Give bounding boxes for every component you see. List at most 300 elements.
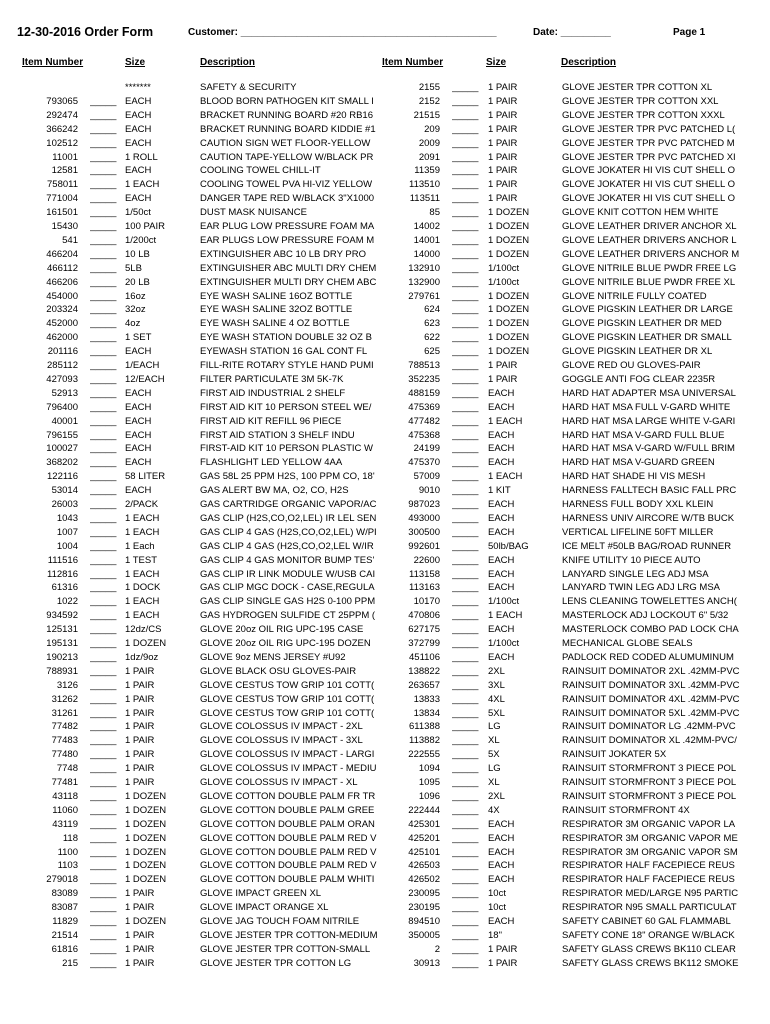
quantity-blank[interactable]: _____ <box>452 916 479 927</box>
quantity-blank[interactable]: _____ <box>452 151 479 163</box>
item-size: EACH <box>125 401 152 413</box>
item-number: 11001 <box>52 151 78 163</box>
table-row <box>0 790 770 804</box>
item-size: EACH <box>125 109 152 121</box>
quantity-blank[interactable]: _____ <box>452 221 479 232</box>
item-number: 352235 <box>408 373 440 385</box>
item-number: 425301 <box>408 818 440 830</box>
quantity-blank[interactable]: _____ <box>452 874 479 886</box>
quantity-blank[interactable]: _____ <box>452 179 479 191</box>
item-description: GLOVE JESTER TPR COTTON-MEDIUM <box>200 929 378 941</box>
quantity-blank[interactable]: _____ <box>452 276 479 288</box>
item-size: 1/50ct <box>125 207 151 219</box>
quantity-blank[interactable]: _____ <box>452 804 479 816</box>
item-description: GAS CLIP IR LINK MODULE W/USB CAI <box>200 568 376 580</box>
item-description: FIRST AID KIT 10 PERSON STEEL WE/ <box>200 401 372 413</box>
table-row <box>0 415 770 429</box>
quantity-blank[interactable]: _____ <box>452 777 479 788</box>
item-size: 1 EACH <box>125 596 160 608</box>
quantity-blank[interactable]: _____ <box>452 568 479 580</box>
item-size: 5XL <box>488 707 505 719</box>
quantity-blank[interactable]: _____ <box>90 526 117 538</box>
item-description: LANYARD SINGLE LEG ADJ MSA <box>562 568 709 580</box>
item-number: 31262 <box>51 693 78 705</box>
quantity-blank[interactable]: _____ <box>90 874 117 886</box>
item-number: 477482 <box>408 415 440 427</box>
item-description: FIRST AID INDUSTRIAL 2 SHELF <box>200 387 346 399</box>
table-row <box>0 637 770 651</box>
item-description: GLOVE CESTUS TOW GRIP 101 COTT( <box>200 707 375 719</box>
table-row <box>0 665 770 679</box>
table-row <box>0 859 770 873</box>
item-size: 1/100ct <box>488 596 520 608</box>
quantity-blank[interactable]: _____ <box>90 512 117 524</box>
quantity-blank[interactable]: _____ <box>452 137 479 149</box>
quantity-blank[interactable]: _____ <box>452 902 479 914</box>
quantity-blank[interactable]: _____ <box>90 707 117 719</box>
item-size: ******* <box>125 82 151 93</box>
quantity-blank[interactable]: _____ <box>452 763 479 775</box>
item-description: RESPIRATOR 3M ORGANIC VAPOR SM <box>562 846 738 858</box>
item-size: EACH <box>488 846 515 858</box>
item-number: 21514 <box>51 929 78 941</box>
item-description: GLOVE COTTON DOUBLE PALM WHITI <box>200 874 375 886</box>
quantity-blank[interactable]: _____ <box>452 749 479 761</box>
quantity-blank[interactable]: _____ <box>90 346 117 358</box>
item-number: 796155 <box>46 429 78 441</box>
item-description: RESPIRATOR HALF FACEPIECE REUS <box>562 874 735 886</box>
quantity-blank[interactable]: _____ <box>452 248 479 260</box>
item-size: 1 PAIR <box>125 929 155 941</box>
quantity-blank[interactable]: _____ <box>90 193 117 205</box>
quantity-blank[interactable]: _____ <box>452 943 479 955</box>
quantity-blank[interactable]: _____ <box>452 485 479 497</box>
item-size: EACH <box>488 443 515 455</box>
quantity-blank[interactable]: _____ <box>452 318 479 330</box>
quantity-blank[interactable]: _____ <box>90 957 117 969</box>
quantity-blank[interactable]: _____ <box>90 902 117 914</box>
item-description: HARD HAT MSA V-GARD FULL BLUE <box>562 429 725 441</box>
item-size: 1 EACH <box>125 512 160 524</box>
quantity-blank[interactable]: _____ <box>452 526 479 538</box>
quantity-blank[interactable]: _____ <box>452 832 479 844</box>
item-size: 1 EACH <box>125 179 160 191</box>
item-size: EACH <box>125 387 152 399</box>
item-number: 215 <box>62 957 78 969</box>
item-size: 1 PAIR <box>488 179 518 191</box>
quantity-blank[interactable]: _____ <box>452 304 479 316</box>
quantity-blank[interactable]: _____ <box>90 207 117 219</box>
item-description: RESPIRATOR 3M ORGANIC VAPOR LA <box>562 818 736 830</box>
item-number: 61816 <box>51 943 78 955</box>
item-size: EACH <box>488 526 515 538</box>
item-size: XL <box>488 777 500 788</box>
item-size: 10ct <box>488 888 506 900</box>
quantity-blank[interactable]: _____ <box>452 721 479 733</box>
quantity-blank[interactable]: _____ <box>90 804 117 816</box>
quantity-blank[interactable]: _____ <box>452 582 479 594</box>
item-number: 43119 <box>52 818 78 830</box>
quantity-blank[interactable]: _____ <box>90 943 117 955</box>
quantity-blank[interactable]: _____ <box>90 638 117 649</box>
item-description: GLOVE JESTER TPR COTTON XL <box>562 82 713 93</box>
item-number: 1022 <box>56 596 78 608</box>
item-number: 195131 <box>46 638 78 649</box>
item-description: FILL-RITE ROTARY STYLE HAND PUMI <box>200 360 374 371</box>
quantity-blank[interactable]: _____ <box>90 401 117 413</box>
item-number: 1043 <box>56 512 78 524</box>
quantity-blank[interactable]: _____ <box>90 832 117 844</box>
quantity-blank[interactable]: _____ <box>90 596 117 608</box>
quantity-blank[interactable]: _____ <box>452 360 479 371</box>
quantity-blank[interactable]: _____ <box>90 318 117 330</box>
quantity-blank[interactable]: _____ <box>90 651 117 663</box>
quantity-blank[interactable]: _____ <box>90 735 117 747</box>
quantity-blank[interactable]: _____ <box>452 957 479 969</box>
quantity-blank[interactable]: _____ <box>90 332 117 344</box>
quantity-blank[interactable]: _____ <box>90 540 117 552</box>
quantity-blank[interactable]: _____ <box>452 290 479 302</box>
quantity-blank[interactable]: _____ <box>90 679 117 691</box>
quantity-blank[interactable]: _____ <box>90 916 117 927</box>
quantity-blank[interactable]: _____ <box>90 721 117 733</box>
quantity-blank[interactable]: _____ <box>452 624 479 636</box>
table-row <box>0 81 770 95</box>
item-description: EAR PLUGS LOW PRESSURE FOAM M <box>200 234 375 246</box>
quantity-blank[interactable]: _____ <box>90 777 117 788</box>
quantity-blank[interactable]: _____ <box>452 123 479 135</box>
item-description: RAINSUIT STORMFRONT 3 PIECE POL <box>562 777 737 788</box>
quantity-blank[interactable]: _____ <box>452 512 479 524</box>
table-row <box>0 248 770 262</box>
item-number: 125131 <box>46 624 78 636</box>
quantity-blank[interactable]: _____ <box>90 582 117 594</box>
item-size: 4X <box>488 804 500 816</box>
item-size: 1 EACH <box>488 610 523 622</box>
item-description: FLASHLIGHT LED YELLOW 4AA <box>200 457 343 469</box>
quantity-blank[interactable]: _____ <box>452 332 479 344</box>
item-number: 12581 <box>51 165 78 177</box>
item-size: EACH <box>488 429 515 441</box>
item-number: 190213 <box>46 651 78 663</box>
item-description: RAINSUIT JOKATER 5X <box>562 749 667 761</box>
quantity-blank[interactable]: _____ <box>452 818 479 830</box>
item-number: 14002 <box>413 221 440 232</box>
table-row <box>0 345 770 359</box>
item-number: 475370 <box>408 457 440 469</box>
quantity-blank[interactable]: _____ <box>90 471 117 483</box>
item-number: 758011 <box>47 179 78 191</box>
quantity-blank[interactable]: _____ <box>452 610 479 622</box>
quantity-blank[interactable]: _____ <box>452 346 479 358</box>
table-row <box>0 651 770 665</box>
item-number: 113158 <box>409 568 440 580</box>
item-number: 2009 <box>418 137 440 149</box>
item-number: 209 <box>424 123 440 135</box>
quantity-blank[interactable]: _____ <box>90 624 117 636</box>
quantity-blank[interactable]: _____ <box>452 638 479 649</box>
quantity-blank[interactable]: _____ <box>90 485 117 497</box>
item-description: GLOVE COLOSSUS IV IMPACT - LARGI <box>200 749 375 761</box>
quantity-blank[interactable]: _____ <box>90 234 117 246</box>
item-number: 11829 <box>52 916 78 927</box>
quantity-blank[interactable]: _____ <box>452 373 479 385</box>
item-description: GLOVE COLOSSUS IV IMPACT - XL <box>200 777 358 788</box>
item-description: EYE WASH STATION DOUBLE 32 OZ B <box>200 332 372 344</box>
table-row <box>0 929 770 943</box>
quantity-blank[interactable]: _____ <box>90 790 117 802</box>
item-description: GLOVE JOKATER HI VIS CUT SHELL O <box>562 165 735 177</box>
item-number: 61316 <box>51 582 78 594</box>
quantity-blank[interactable]: _____ <box>90 749 117 761</box>
item-size: 1 PAIR <box>125 957 155 969</box>
quantity-blank[interactable]: _____ <box>90 929 117 941</box>
quantity-blank[interactable]: _____ <box>452 679 479 691</box>
quantity-blank[interactable]: _____ <box>452 651 479 663</box>
item-size: 1 PAIR <box>488 123 518 135</box>
quantity-blank[interactable]: _____ <box>90 818 117 830</box>
item-number: 31261 <box>51 707 78 719</box>
table-row <box>0 901 770 915</box>
quantity-blank[interactable]: _____ <box>90 109 117 121</box>
quantity-blank[interactable]: _____ <box>90 248 117 260</box>
quantity-blank[interactable]: _____ <box>90 123 117 135</box>
quantity-blank[interactable]: _____ <box>90 165 117 177</box>
item-size: 1 SET <box>125 332 152 344</box>
item-description: HARD HAT ADAPTER MSA UNIVERSAL <box>562 387 736 399</box>
quantity-blank[interactable]: _____ <box>452 554 479 566</box>
item-size: 1/100ct <box>488 638 520 649</box>
item-size: EACH <box>125 485 152 497</box>
quantity-blank[interactable]: _____ <box>452 193 479 205</box>
quantity-blank[interactable]: _____ <box>90 95 117 107</box>
item-number: 475369 <box>408 401 440 413</box>
quantity-blank[interactable]: _____ <box>452 165 479 177</box>
item-description: SAFETY CABINET 60 GAL FLAMMABL <box>562 916 731 927</box>
item-size: EACH <box>488 499 515 510</box>
item-description: FILTER PARTICULATE 3M 5K-7K <box>200 373 344 385</box>
table-row <box>0 679 770 693</box>
item-size: 1 PAIR <box>125 749 155 761</box>
quantity-blank[interactable]: _____ <box>90 457 117 469</box>
quantity-blank[interactable]: _____ <box>452 665 479 677</box>
item-size: EACH <box>125 346 152 358</box>
quantity-blank[interactable]: _____ <box>90 179 117 191</box>
quantity-blank[interactable]: _____ <box>90 888 117 900</box>
item-number: 102512 <box>46 137 78 149</box>
item-size: EACH <box>488 457 515 469</box>
item-size: 12dz/CS <box>125 624 162 636</box>
item-description: RAINSUIT STORMFRONT 3 PIECE POL <box>562 763 737 775</box>
item-description: FIRST AID KIT REFILL 96 PIECE <box>200 415 342 427</box>
quantity-blank[interactable]: _____ <box>90 610 117 622</box>
quantity-blank[interactable]: _____ <box>90 568 117 580</box>
quantity-blank[interactable]: _____ <box>90 373 117 385</box>
quantity-blank[interactable]: _____ <box>452 888 479 900</box>
item-number: 230095 <box>408 888 440 900</box>
item-number: 7748 <box>56 763 78 775</box>
item-description: MASTERLOCK ADJ LOCKOUT 6" 5/32 <box>562 610 729 622</box>
item-description: GLOVE PIGSKIN LEATHER DR XL <box>562 346 713 358</box>
quantity-blank[interactable]: _____ <box>90 221 117 232</box>
item-description: CAUTION SIGN WET FLOOR-YELLOW <box>200 137 371 149</box>
quantity-blank[interactable]: _____ <box>90 151 117 163</box>
item-number: 113510 <box>409 179 440 191</box>
quantity-blank[interactable]: _____ <box>90 137 117 149</box>
table-row <box>0 581 770 595</box>
right-item-number-header: Item Number <box>382 57 444 68</box>
quantity-blank[interactable]: _____ <box>452 234 479 246</box>
item-description: HARNESS FALLTECH BASIC FALL PRC <box>562 485 737 497</box>
item-number: 9010 <box>418 485 440 497</box>
quantity-blank[interactable]: _____ <box>452 387 479 399</box>
quantity-blank[interactable]: _____ <box>452 693 479 705</box>
item-number: 222555 <box>408 749 440 761</box>
item-number: 426503 <box>408 860 440 872</box>
item-number: 1103 <box>57 860 78 872</box>
quantity-blank[interactable]: _____ <box>452 207 479 219</box>
item-size: 1 DOCK <box>125 582 161 594</box>
table-row <box>0 484 770 498</box>
item-description: MECHANICAL GLOBE SEALS <box>562 638 693 649</box>
item-number: 111516 <box>47 554 78 566</box>
item-description: GLOVE BLACK OSU GLOVES-PAIR <box>200 665 357 677</box>
table-row <box>0 568 770 582</box>
item-description: RESPIRATOR N95 SMALL PARTICULAT <box>562 902 737 914</box>
item-description: PADLOCK RED CODED ALUMUMINUM <box>562 651 734 663</box>
item-number: 992601 <box>408 540 440 552</box>
item-size: 1 PAIR <box>488 193 518 205</box>
item-size: 1 DOZEN <box>488 304 530 316</box>
item-description: GLOVE PIGSKIN LEATHER DR LARGE <box>562 304 733 316</box>
item-size: 1 EACH <box>125 526 160 538</box>
item-number: 11060 <box>52 804 78 816</box>
item-description: HARNESS FULL BODY XXL KLEIN <box>562 499 714 510</box>
item-size: 1 EACH <box>125 568 160 580</box>
quantity-blank[interactable]: _____ <box>452 790 479 802</box>
quantity-blank[interactable]: _____ <box>452 82 479 93</box>
item-number: 11359 <box>414 165 440 177</box>
quantity-blank[interactable]: _____ <box>452 735 479 747</box>
quantity-blank[interactable]: _____ <box>90 429 117 441</box>
item-description: GLOVE NITRILE FULLY COATED <box>562 290 707 302</box>
item-description: EXTINGUISHER MULTI DRY CHEM ABC <box>200 276 377 288</box>
item-number: 1100 <box>57 846 78 858</box>
quantity-blank[interactable]: _____ <box>90 665 117 677</box>
quantity-blank[interactable]: _____ <box>452 95 479 107</box>
quantity-blank[interactable]: _____ <box>90 860 117 872</box>
quantity-blank[interactable]: _____ <box>452 415 479 427</box>
quantity-blank[interactable]: _____ <box>90 360 117 371</box>
quantity-blank[interactable]: _____ <box>90 693 117 705</box>
item-description: GLOVE JESTER TPR PVC PATCHED XI <box>562 151 736 163</box>
quantity-blank[interactable]: _____ <box>452 457 479 469</box>
table-row <box>0 498 770 512</box>
item-size: 1 PAIR <box>488 943 518 955</box>
quantity-blank[interactable]: _____ <box>452 707 479 719</box>
item-number: 263657 <box>408 679 440 691</box>
table-row <box>0 95 770 109</box>
quantity-blank[interactable]: _____ <box>452 471 479 483</box>
quantity-blank[interactable]: _____ <box>90 763 117 775</box>
item-number: 2091 <box>418 151 440 163</box>
item-description: FIRST-AID KIT 10 PERSON PLASTIC W <box>200 443 373 455</box>
item-number: 13833 <box>413 693 440 705</box>
quantity-blank[interactable]: _____ <box>90 276 117 288</box>
quantity-blank[interactable]: _____ <box>90 387 117 399</box>
item-description: HARD HAT SHADE HI VIS MESH <box>562 471 706 483</box>
item-number: 624 <box>424 304 440 316</box>
item-size: 1/100ct <box>488 276 520 288</box>
quantity-blank[interactable]: _____ <box>90 415 117 427</box>
quantity-blank[interactable]: _____ <box>452 860 479 872</box>
quantity-blank[interactable]: _____ <box>452 540 479 552</box>
quantity-blank[interactable]: _____ <box>452 109 479 121</box>
item-size: 1 DOZEN <box>488 221 530 232</box>
item-size: 1 PAIR <box>125 777 155 788</box>
item-description: RESPIRATOR HALF FACEPIECE REUS <box>562 860 735 872</box>
item-number: 451106 <box>409 651 440 663</box>
item-size: EACH <box>125 193 152 205</box>
quantity-blank[interactable]: _____ <box>90 554 117 566</box>
quantity-blank[interactable]: _____ <box>452 929 479 941</box>
item-description: GAS CARTRIDGE ORGANIC VAPOR/AC <box>200 499 377 510</box>
item-number: 462000 <box>46 332 78 344</box>
page-number: Page 1 <box>673 27 706 38</box>
quantity-blank[interactable]: _____ <box>90 499 117 510</box>
item-size: EACH <box>488 512 515 524</box>
item-size: 2/PACK <box>125 499 159 510</box>
quantity-blank[interactable]: _____ <box>452 846 479 858</box>
table-row <box>0 957 770 971</box>
quantity-blank[interactable]: _____ <box>90 304 117 316</box>
item-size: 1 DOZEN <box>125 860 167 872</box>
item-size: 10 LB <box>125 248 150 260</box>
item-size: 1 DOZEN <box>125 916 167 927</box>
item-size: 1 PAIR <box>488 109 518 121</box>
item-description: ICE MELT #50LB BAG/ROAD RUNNER <box>562 540 732 552</box>
quantity-blank[interactable]: _____ <box>452 443 479 455</box>
quantity-blank[interactable]: _____ <box>452 596 479 608</box>
table-row <box>0 220 770 234</box>
item-number: 771004 <box>46 193 78 205</box>
item-number: 493000 <box>408 512 440 524</box>
quantity-blank[interactable]: _____ <box>452 429 479 441</box>
item-size: 2XL <box>488 790 505 802</box>
item-number: 77482 <box>51 721 78 733</box>
quantity-blank[interactable]: _____ <box>90 846 117 858</box>
item-number: 622 <box>424 332 440 344</box>
item-description: GAS HYDROGEN SULFIDE CT 25PPM ( <box>200 610 376 622</box>
item-description: GLOVE COLOSSUS IV IMPACT - MEDIU <box>200 763 377 775</box>
item-number: 52913 <box>51 387 78 399</box>
quantity-blank[interactable]: _____ <box>452 262 479 274</box>
item-description: MASTERLOCK COMBO PAD LOCK CHA <box>562 624 739 636</box>
quantity-blank[interactable]: _____ <box>452 401 479 413</box>
item-size: 1 DOZEN <box>125 638 167 649</box>
table-row <box>0 748 770 762</box>
quantity-blank[interactable]: _____ <box>90 443 117 455</box>
table-row <box>0 262 770 276</box>
quantity-blank[interactable]: _____ <box>90 290 117 302</box>
table-row <box>0 776 770 790</box>
item-number: 113882 <box>409 735 440 747</box>
item-description: GAS ALERT BW MA, O2, CO, H2S <box>200 485 349 497</box>
item-description: RAINSUIT DOMINATOR XL .42MM-PVC/ <box>562 735 737 747</box>
quantity-blank[interactable]: _____ <box>452 499 479 510</box>
quantity-blank[interactable]: _____ <box>90 262 117 274</box>
table-row <box>0 595 770 609</box>
